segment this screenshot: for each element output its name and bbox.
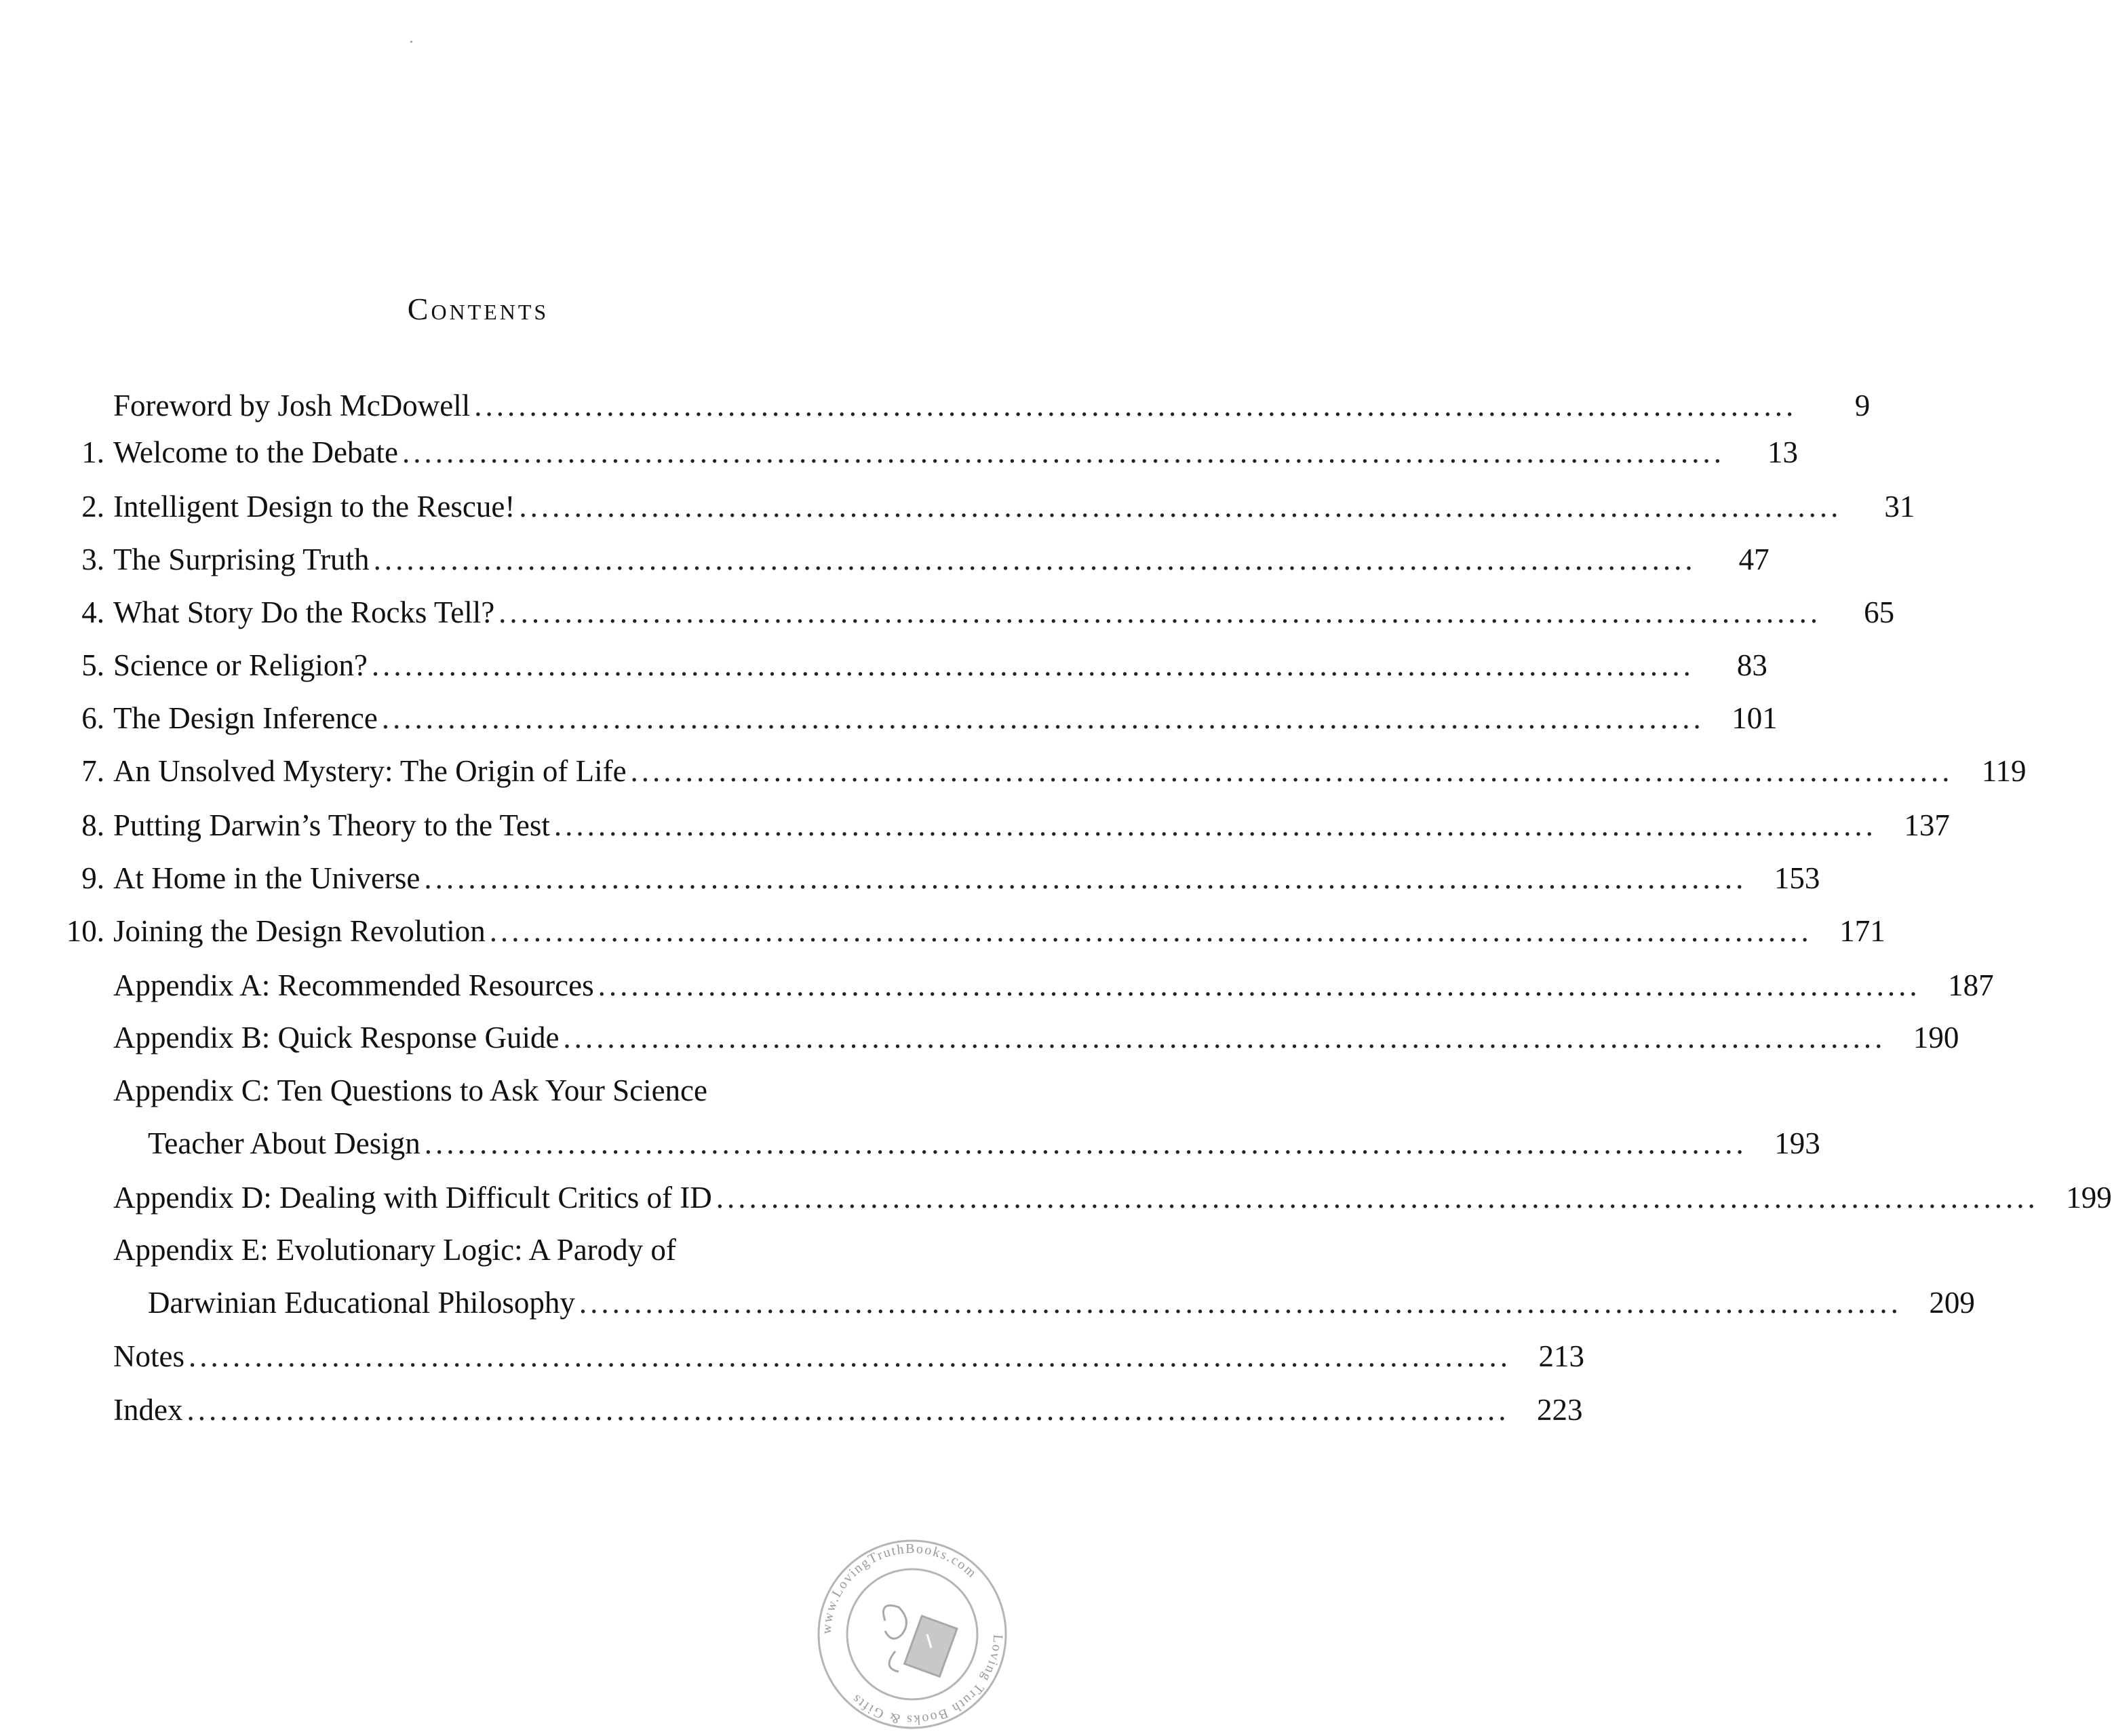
page-number: 13 [1767,435,1798,469]
chapter-number: 10. [66,914,104,948]
entry-line [113,1067,943,1114]
entry-title: Putting Darwin’s Theory to the Test [113,808,550,842]
page-number: 209 [1929,1286,1975,1320]
entry-line [113,429,1798,476]
toc-entry [47,907,1885,955]
page-number: 193 [1774,1126,1820,1160]
dot-leader: ........................................................................................................................ [474,389,1797,422]
page-number: 213 [1538,1339,1584,1373]
entry-line [113,747,2027,795]
entry-title: Darwinian Educational Philosophy [148,1286,575,1320]
entry-line [113,1226,943,1274]
entry-title: Intelligent Design to the Rescue! [113,490,515,524]
toc-entry [47,429,1798,476]
toc-entry [47,642,1767,689]
entry-title: Notes [113,1339,184,1373]
page-title: Contents [407,291,549,326]
watermark-top-text: Loving Truth Books & Gifts [848,1634,1006,1728]
entry-line [113,694,1778,742]
page-number: 153 [1774,861,1820,895]
toc-entry [47,694,1778,742]
entry-title: Appendix B: Quick Response Guide [113,1021,560,1054]
toc-entry [47,1279,1975,1326]
entry-line [113,1386,1583,1434]
dot-leader: ........................................................................................................................ [489,914,1812,948]
chapter-number: 5. [81,648,104,682]
entry-line [148,1279,1975,1326]
entry-title: Appendix D: Dealing with Difficult Critics of ID [113,1181,712,1215]
entry-title: At Home in the Universe [113,861,421,895]
page-number: 9 [1854,389,1871,422]
entry-line [113,483,1915,530]
dot-leader: ........................................................................................................................ [402,435,1725,469]
entry-title: Appendix E: Evolutionary Logic: A Parody of [113,1233,676,1267]
dot-leader: ........................................................................................................................ [716,1181,2039,1215]
entry-line [113,1014,1959,1061]
entry-line [113,1174,2112,1221]
chapter-number: 7. [81,754,104,788]
toc-entry [47,589,1895,636]
page-number: 83 [1736,648,1767,682]
chapter-number: 2. [81,490,104,524]
page-number: 47 [1738,542,1769,576]
chapter-number: 3. [81,542,104,576]
entry-line [113,642,1767,689]
page-number: 199 [2066,1181,2112,1215]
entry-line [113,854,1820,902]
watermark-seal [810,1533,1014,1736]
page-number: 187 [1948,968,1994,1002]
page-number: 223 [1536,1393,1583,1427]
toc-entry [47,483,1915,530]
entry-title: Joining the Design Revolution [113,914,486,948]
dot-leader: ........................................................................................................................ [373,542,1696,576]
entry-title: The Surprising Truth [113,542,370,576]
dot-leader: ........................................................................................................................ [187,1393,1510,1427]
book-icon [884,1606,957,1677]
page-number: 101 [1732,701,1778,735]
toc-entry [47,802,1950,849]
dot-leader: ........................................................................................................................ [579,1286,1902,1320]
entry-line [113,382,1871,429]
dot-leader: ........................................................................................................................ [519,490,1842,524]
page-number: 65 [1864,595,1895,629]
toc-entry [47,1014,1959,1061]
toc-entry [47,1226,943,1274]
entry-title: Appendix A: Recommended Resources [113,968,594,1002]
entry-title: Science or Religion? [113,648,368,682]
toc-entry [47,1333,1584,1380]
dot-leader: ........................................................................................................................ [424,1126,1747,1160]
dot-leader: ........................................................................................................................ [381,701,1704,735]
chapter-number: 1. [81,435,104,469]
page-number: 171 [1839,914,1885,948]
toc-entry [47,1174,2112,1221]
entry-line [113,802,1950,849]
entry-title: Foreword by Josh McDowell [113,389,471,422]
dot-leader: ........................................................................................................................ [424,861,1747,895]
page-number: 190 [1913,1021,1959,1054]
paper-speck [410,41,412,43]
dot-leader: ........................................................................................................................ [598,968,1921,1002]
dot-leader: ........................................................................................................................ [630,754,1953,788]
toc-entry [47,536,1769,583]
toc-entry [47,382,1871,429]
dot-leader: ........................................................................................................................ [563,1021,1886,1054]
toc-entry [47,1386,1583,1434]
entry-title: Teacher About Design [148,1126,421,1160]
page-number: 119 [1981,754,2027,788]
entry-title: Appendix C: Ten Questions to Ask Your Science [113,1073,708,1107]
chapter-number: 4. [81,595,104,629]
entry-title: Welcome to the Debate [113,435,398,469]
entry-title: The Design Inference [113,701,378,735]
watermark-text: www.LovingTruthBooks.com [819,1541,980,1635]
page-number: 137 [1904,808,1950,842]
dot-leader: ........................................................................................................................ [371,648,1694,682]
entry-line [113,1333,1584,1380]
toc-entry [47,1067,943,1114]
chapter-number: 8. [81,808,104,842]
chapter-number: 6. [81,701,104,735]
entry-title: What Story Do the Rocks Tell? [113,595,495,629]
entry-line [113,589,1895,636]
dot-leader: ........................................................................................................................ [553,808,1877,842]
entry-line [113,536,1769,583]
entry-line [148,1120,1820,1167]
entry-line [113,907,1885,955]
toc-entry [47,854,1820,902]
chapter-number: 9. [81,861,104,895]
toc-entry [47,962,1994,1009]
dot-leader: ........................................................................................................................ [498,595,1822,629]
entry-title: Index [113,1393,183,1427]
page-number: 31 [1884,490,1915,524]
svg-text:www.LovingTruthBooks.com [819,1541,980,1634]
entry-title: An Unsolved Mystery: The Origin of Life [113,754,627,788]
toc-entry [47,1120,1820,1167]
toc-entry [47,747,2027,795]
dot-leader: ........................................................................................................................ [189,1339,1511,1373]
entry-line [113,962,1994,1009]
